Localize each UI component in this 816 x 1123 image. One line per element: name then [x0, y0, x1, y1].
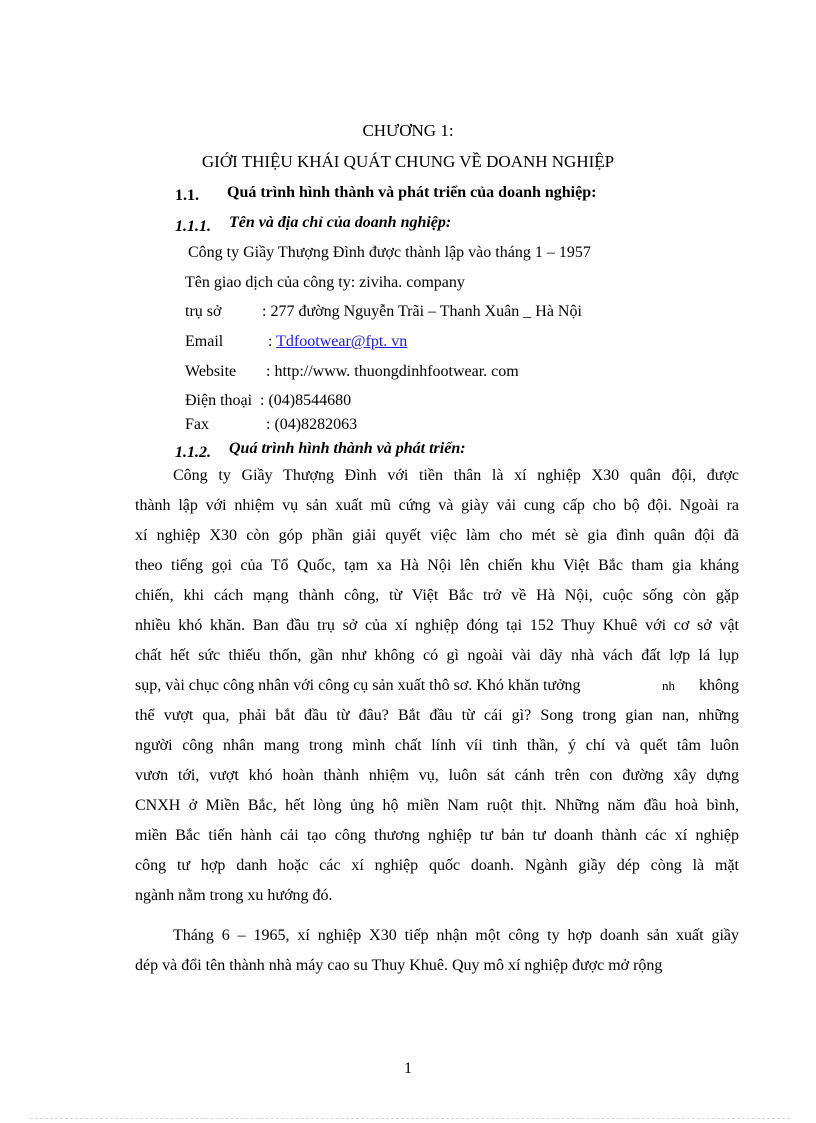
email-link[interactable]: Tdfootwear@fpt. vn	[276, 333, 408, 350]
fax-value: : (04)8282063	[266, 416, 358, 433]
email-colon: :	[268, 333, 277, 350]
paragraph-line: dép và đổi tên thành nhà máy cao su Thuy Khuê. Quy mô xí nghiệp được mở rộng	[135, 957, 663, 974]
subsection-title: Tên và địa chỉ của doanh nghiệp:	[229, 214, 452, 231]
phone-value: : (04)8544680	[260, 392, 352, 409]
office-label: trụ sở	[185, 303, 222, 320]
paragraph-line: xí nghiệp X30 còn góp phần giải quyết việc làm cho mét sè gia đình quân đội đã	[135, 527, 739, 544]
paragraph-expansion	[135, 921, 739, 981]
paragraph-line: chiến, khi cách mạng thành công, từ Việt Bắc trở về Hà Nội, cuộc sống còn gặp	[135, 587, 739, 604]
section-number: 1.1.	[175, 187, 199, 204]
paragraph-line: Công ty Giầy Thượng Đình với tiền thân là xí nghiệp X30 quân đội, được	[173, 467, 739, 484]
phone-label: Điện thoại	[185, 392, 253, 409]
paragraph-line: theo tiếng gọi của Tổ Quốc, tạm xa Hà Nội lên chiến khu Việt Bắc tham gia kháng	[135, 557, 739, 574]
paragraph-line: vươn tới, vượt khó hoàn thành nhiệm vụ, luôn sát cánh trên con đường xây dựng	[135, 767, 739, 784]
fax-label: Fax	[185, 416, 209, 433]
paragraph-line: thành lập với nhiệm vụ sản xuất mũ cứng và giày vải cung cấp cho bộ đội. Ngoài ra	[135, 497, 739, 514]
chapter-title: GIỚI THIỆU KHÁI QUÁT CHUNG VỀ DOANH NGHIỆP	[201, 152, 615, 171]
email-label: Email	[185, 333, 224, 350]
subscript-fragment: nh	[662, 678, 675, 693]
paragraph-line: CNXH ở Miền Bắc, hết lòng ủng hộ miền Nam ruột thịt. Những năm đầu hoà bình,	[135, 797, 739, 814]
paragraph-line: thể vượt qua, phải bắt đầu từ đâu? Bắt đầu từ cái gì? Song trong gian nan, những	[135, 707, 739, 724]
paragraph-line-text: sụp, vài chục công nhân với công cụ sản xuất thô sơ. Khó khăn tưởng	[135, 677, 581, 694]
company-founded-line: Công ty Giầy Thượng Đình được thành lập vào tháng 1 – 1957	[188, 244, 591, 261]
paragraph-history	[135, 461, 739, 911]
website-label: Website	[185, 363, 237, 380]
paragraph-line: miền Bắc tiến hành cải tạo công thương nghiệp tư bản tư doanh thành các xí nghiệp	[135, 827, 739, 844]
subsection-number: 1.1.1.	[175, 218, 211, 235]
paragraph-line: Tháng 6 – 1965, xí nghiệp X30 tiếp nhận một công ty hợp doanh sản xuất giầy	[173, 927, 739, 944]
paragraph-line-tail: không	[699, 677, 739, 694]
email-row	[268, 333, 407, 351]
page-number: 1	[404, 1060, 412, 1077]
section-title: Quá trình hình thành và phát triển của doanh nghiệp:	[227, 184, 597, 201]
chapter-label: CHƯƠNG 1:	[362, 121, 454, 140]
paragraph-line: công tư hợp danh hoặc các xí nghiệp quốc doanh. Ngành giầy dép còng là mặt	[135, 857, 739, 874]
paragraph-line: ngành nằm trong xu hướng đó.	[135, 887, 333, 904]
page-bottom-divider	[30, 1118, 790, 1119]
paragraph-line: người công nhân mang trong mình chất lính víi tinh thần, ý chí và quết tâm luôn	[135, 737, 739, 754]
paragraph-line	[135, 671, 739, 701]
company-trade-name-line: Tên giao dịch của công ty: ziviha. company	[185, 274, 465, 291]
website-value: : http://www. thuongdinhfootwear. com	[266, 363, 519, 380]
office-value: : 277 đường Nguyễn Trãi – Thanh Xuân _ Hà Nội	[262, 303, 582, 320]
subsection-title: Quá trình hình thành và phát triển:	[229, 440, 466, 457]
paragraph-line: nhiều khó khăn. Ban đầu trụ sở của xí nghiệp đóng tại 152 Thuy Khuê với cơ sở vật	[135, 617, 739, 634]
paragraph-line: chất hết sức thiếu thốn, gần như không có gì ngoài vài dãy nhà vách đất lợp lá lụp	[135, 647, 739, 664]
subsection-number: 1.1.2.	[175, 444, 211, 461]
